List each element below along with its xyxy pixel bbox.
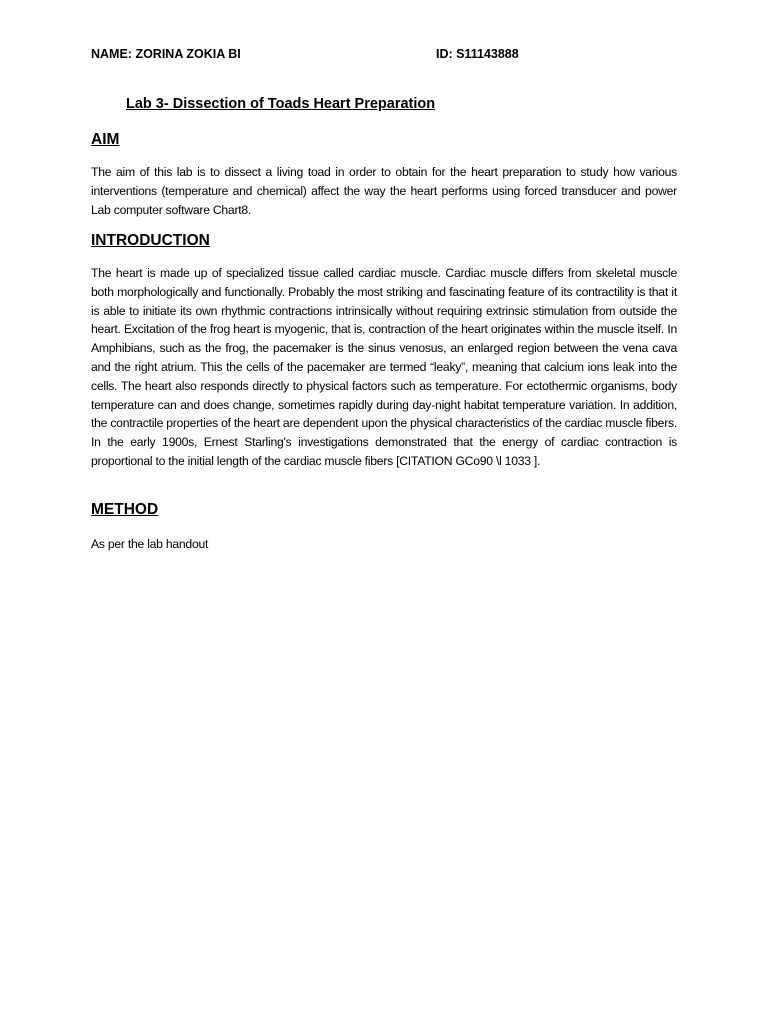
aim-paragraph: The aim of this lab is to dissect a living toad in order to obtain for the heart preparation to study how various interventions (temperature and chemical) affect the way the heart performs using forced transducer and power Lab computer software Chart8.: [91, 165, 677, 217]
method-heading: METHOD: [91, 501, 159, 518]
student-id: ID: S11143888: [436, 47, 519, 61]
student-name: NAME: ZORINA ZOKIA BI: [91, 47, 241, 61]
aim-heading: AIM: [91, 131, 120, 148]
document-title: Lab 3- Dissection of Toads Heart Preparation: [126, 96, 436, 112]
method-paragraph: As per the lab handout: [91, 537, 209, 551]
introduction-paragraph: The heart is made up of specialized tissue called cardiac muscle. Cardiac muscle differs from skeletal muscle both morphologically and functionally. Probably the most striking and fascinating feature of its contractility is that it is able to initiate its own rhythmic contractions intrinsically without requiring extrinsic stimulation from outside the heart. Excitation of the frog heart is myogenic, that is, contraction of the heart originates within the muscle itself. In Amphibians, such as the frog, the pacemaker is the sinus venosus, an enlarged region between the vena cava and the right atrium. This the cells of the pacemaker are termed “leaky”, meaning that calcium ions leak into the cells. The heart also responds directly to physical factors such as temperature. For ectothermic organisms, body temperature can and does change, sometimes rapidly during day-night habitat temperature variation. In addition, the contractile properties of the heart are dependent upon the physical characteristics of the cardiac muscle fibers. In the early 1900s, Ernest Starling's investigations demonstrated that the energy of cardiac contraction is proportional to the initial length of the cardiac muscle fibers [CITATION GCo90 \l 1033 ].: [91, 266, 677, 468]
introduction-heading: INTRODUCTION: [91, 232, 210, 249]
